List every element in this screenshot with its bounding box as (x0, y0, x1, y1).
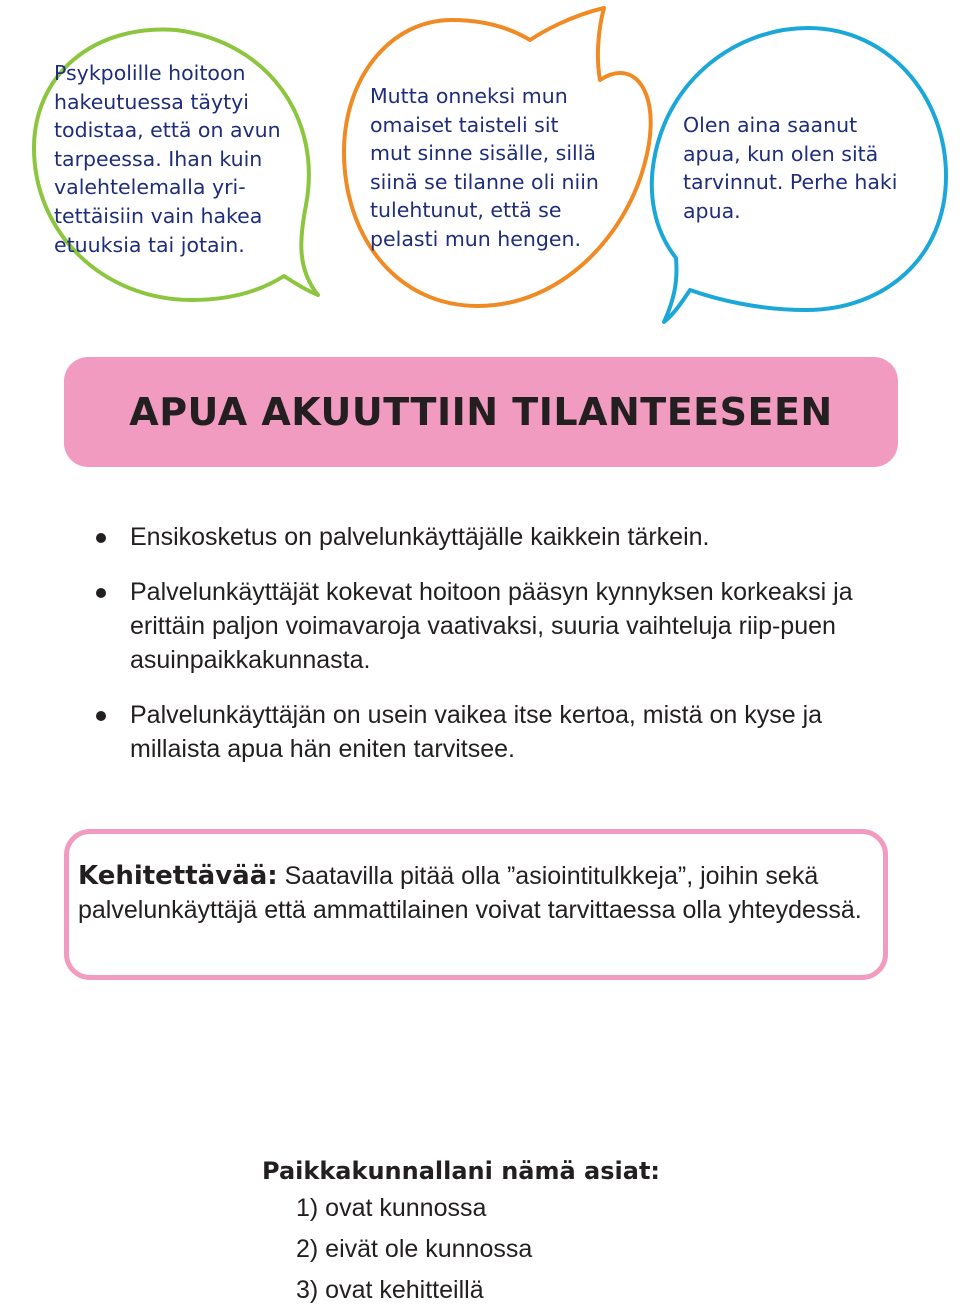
bullet-item (96, 575, 906, 677)
local-status-item: 2) eivät ole kunnossa (296, 1235, 533, 1263)
bullet-list (96, 520, 906, 787)
bullet-text: Palvelunkäyttäjän on usein vaikea itse kertoa, mistä on kyse ja millaista apua hän eniten tarvitsee. (130, 701, 823, 763)
quote-bubble-2-text: Mutta onneksi mun omaiset taisteli sit mut sinne sisälle, sillä siinä se tilanne oli niin tulehtunut, että se pelasti mun hengen. (370, 84, 599, 251)
bullet-dot-icon (96, 533, 106, 543)
development-body: Saatavilla pitää olla ”asiointitulkkeja”, joihin sekä palvelunkäyttäjä että ammattilainen voivat tarvittaessa olla yhteydessä. (78, 862, 862, 924)
section-heading: APUA AKUUTTIIN TILANTEESEEN (129, 390, 833, 434)
bullet-text: Palvelunkäyttäjät kokevat hoitoon pääsyn kynnyksen korkeaksi ja erittäin paljon voimavaroja vaativaksi, suuria vaihteluja riip-puen asuinpaikkakunnasta. (130, 578, 853, 674)
development-label: Kehitettävää: (78, 861, 278, 891)
local-status-heading: Paikkakunnallani nämä asiat: (262, 1157, 661, 1185)
section-heading-banner (64, 357, 898, 467)
local-status-item: 3) ovat kehitteillä (296, 1276, 484, 1304)
bullet-item (96, 520, 906, 554)
bullet-dot-icon (96, 711, 106, 721)
quote-bubble-1-text: Psykpolille hoitoon hakeutuessa täytyi todistaa, että on avun tarpeessa. Ihan kuin valehtelemalla yri- tettäisiin vain hakea etuuksia tai jotain. (54, 61, 281, 257)
bullet-dot-icon (96, 588, 106, 598)
local-status-list (296, 1188, 532, 1311)
local-status-item: 1) ovat kunnossa (296, 1194, 487, 1222)
bullet-item (96, 698, 906, 766)
quote-bubble-3-text: Olen aina saanut apua, kun olen sitä tarvinnut. Perhe haki apua. (683, 113, 898, 223)
development-text (78, 859, 878, 927)
bullet-text: Ensikosketus on palvelunkäyttäjälle kaikkein tärkein. (130, 523, 710, 551)
